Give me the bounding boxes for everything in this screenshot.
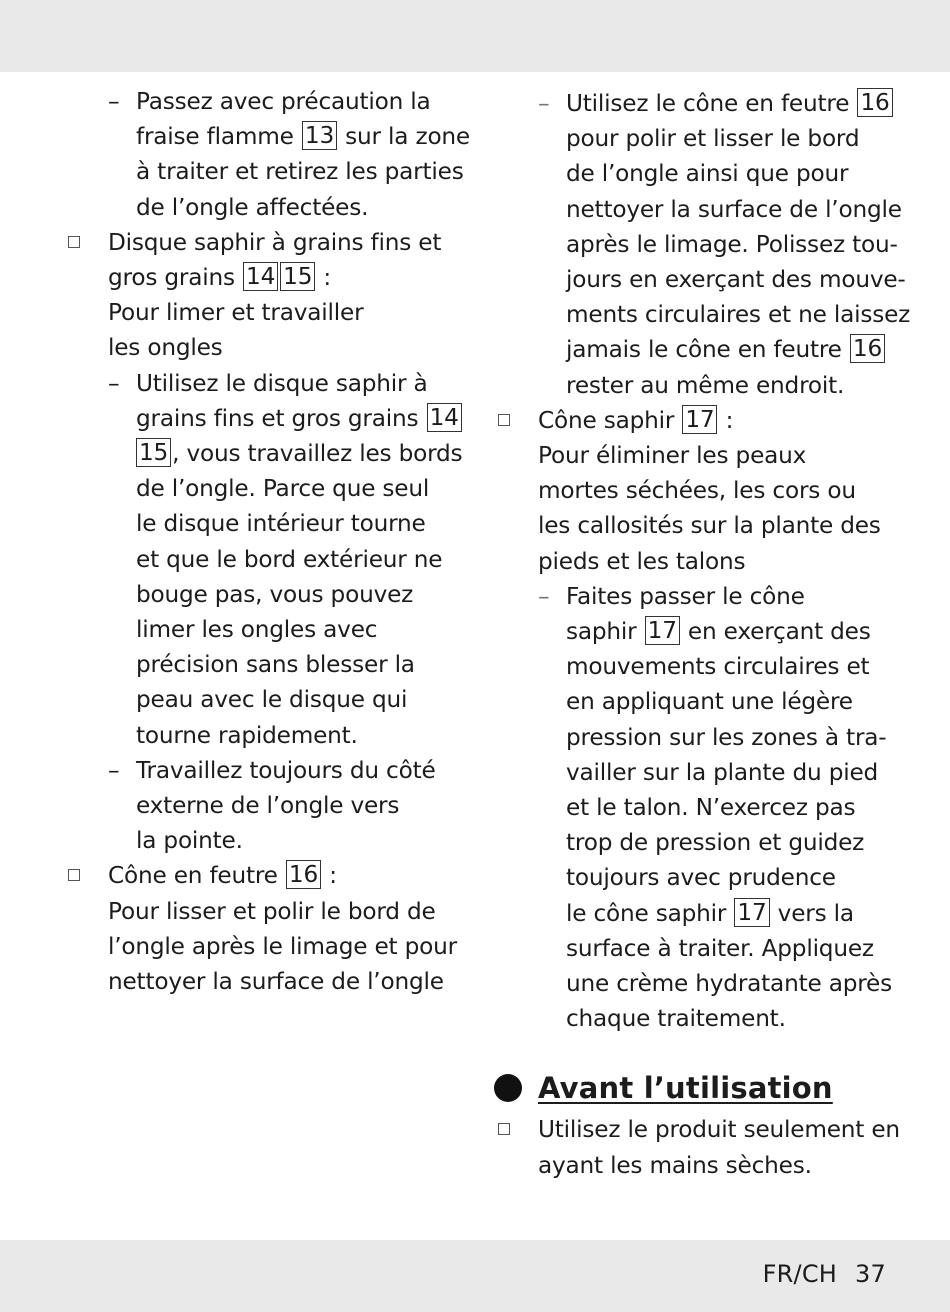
dash-item-flame-bur bbox=[64, 84, 470, 225]
text-line: de l’ongle affectées. bbox=[136, 193, 369, 221]
part-reference: 15 bbox=[280, 262, 315, 291]
text-line: peau avec le disque qui bbox=[136, 686, 408, 714]
list-item-sapphire-disc bbox=[64, 225, 456, 366]
text-line: le disque intérieur tourne bbox=[136, 510, 426, 538]
text-segment: Cône saphir bbox=[538, 406, 682, 434]
text-line: limer les ongles avec bbox=[136, 616, 378, 644]
text-segment: vers la bbox=[770, 899, 854, 927]
page-footer bbox=[763, 1260, 886, 1288]
page-number: 37 bbox=[855, 1260, 886, 1288]
text-line: de l’ongle. Parce que seul bbox=[136, 475, 430, 503]
section-bullet-icon bbox=[494, 1074, 522, 1102]
dash-item-work-direction bbox=[64, 753, 456, 859]
text-line bbox=[538, 403, 894, 438]
part-reference: 13 bbox=[302, 121, 337, 150]
text-line: pour polir et lisser le bord bbox=[566, 125, 860, 153]
text-line: la pointe. bbox=[136, 827, 243, 855]
part-reference: 16 bbox=[850, 334, 885, 363]
dash-mark: – bbox=[108, 756, 120, 784]
text-line: et le talon. N’exercez pas bbox=[566, 794, 856, 822]
text-line: toujours avec prudence bbox=[566, 864, 836, 892]
text-segment: : bbox=[718, 406, 734, 434]
text-line bbox=[566, 86, 894, 121]
text-line: ments circulaires et ne laissez bbox=[566, 301, 911, 329]
text-segment: : bbox=[322, 862, 337, 890]
text-line: les ongles bbox=[108, 334, 223, 362]
checkbox-bullet-icon bbox=[498, 414, 510, 426]
text-line: Pour éliminer les peaux bbox=[538, 442, 807, 470]
text-line: l’ongle après le limage et pour bbox=[108, 932, 457, 960]
part-reference: 17 bbox=[682, 405, 717, 434]
text-line: bouge pas, vous pouvez bbox=[136, 580, 414, 608]
text-line: rester au même endroit. bbox=[566, 371, 845, 399]
part-reference: 17 bbox=[645, 616, 680, 645]
section-heading bbox=[494, 1070, 894, 1106]
text-line: nettoyer la surface de l’ongle bbox=[566, 195, 902, 223]
checkbox-bullet-icon bbox=[68, 869, 80, 881]
text-segment: Cône en feutre bbox=[108, 862, 285, 890]
list-item-sapphire-cone bbox=[494, 403, 894, 579]
text-line: après le limage. Polissez tou- bbox=[566, 230, 898, 258]
left-column bbox=[64, 84, 470, 999]
text-line: une crème hydratante après bbox=[566, 970, 892, 998]
text-segment: le cône saphir bbox=[566, 899, 734, 927]
text-line: surface à traiter. Appliquez bbox=[566, 934, 874, 962]
text-segment: gros grains bbox=[108, 264, 243, 292]
text-line bbox=[136, 436, 463, 471]
part-reference: 14 bbox=[427, 403, 462, 432]
text-line: nettoyer la surface de l’ongle bbox=[108, 968, 444, 996]
dash-mark: – bbox=[108, 369, 120, 397]
text-line: à traiter et retirez les parties bbox=[136, 158, 464, 186]
text-line: tourne rapidement. bbox=[136, 721, 358, 749]
text-segment: fraise flamme bbox=[136, 123, 301, 151]
dash-item-use-felt-cone bbox=[494, 86, 911, 403]
text-line bbox=[108, 260, 456, 295]
text-line: de l’ongle ainsi que pour bbox=[566, 160, 849, 188]
text-segment: sur la zone bbox=[338, 123, 470, 151]
text-line: Pour limer et travailler bbox=[108, 299, 364, 327]
text-segment: jamais le cône en feutre bbox=[566, 336, 849, 364]
text-line: trop de pression et guidez bbox=[566, 829, 865, 857]
language-code: FR/CH bbox=[762, 1260, 838, 1288]
text-segment: , vous travaillez les bords bbox=[172, 440, 463, 468]
text-line: jours en exerçant des mouve- bbox=[566, 266, 906, 294]
part-reference: 14 bbox=[243, 262, 278, 291]
text-line: chaque traitement. bbox=[566, 1005, 786, 1033]
text-line: les callosités sur la plante des bbox=[538, 512, 881, 540]
text-line: Passez avec précaution la bbox=[136, 88, 431, 115]
text-line: mortes séchées, les cors ou bbox=[538, 477, 856, 505]
section-title: Avant l’utilisation bbox=[538, 1071, 833, 1106]
text-line: ayant les mains sèches. bbox=[538, 1151, 812, 1179]
header-band bbox=[0, 0, 950, 72]
text-segment: en exerçant des bbox=[680, 618, 871, 646]
text-line: Utilisez le disque saphir à bbox=[136, 369, 428, 397]
text-segment: Utilisez le cône en feutre bbox=[566, 90, 857, 117]
part-reference: 16 bbox=[857, 88, 892, 117]
text-line: Travaillez toujours du côté bbox=[136, 756, 436, 784]
text-line: précision sans blesser la bbox=[136, 651, 415, 679]
text-line bbox=[136, 401, 459, 436]
text-line: pieds et les talons bbox=[538, 547, 746, 575]
text-line: Faites passer le cône bbox=[566, 582, 805, 610]
text-line bbox=[108, 858, 456, 893]
text-line bbox=[566, 332, 894, 367]
dash-mark: – bbox=[538, 90, 550, 117]
text-line bbox=[566, 896, 894, 931]
text-line: vailler sur la plante du pied bbox=[566, 758, 879, 786]
right-column bbox=[494, 86, 911, 1183]
part-reference: 16 bbox=[286, 860, 321, 889]
text-segment: : bbox=[316, 264, 332, 292]
checkbox-bullet-icon bbox=[498, 1123, 510, 1135]
dash-mark: – bbox=[108, 88, 120, 115]
text-line: Pour lisser et polir le bord de bbox=[108, 897, 436, 925]
text-line: Utilisez le produit seulement en bbox=[538, 1116, 900, 1144]
text-line: et que le bord extérieur ne bbox=[136, 545, 443, 573]
dash-mark: – bbox=[538, 582, 550, 610]
part-reference: 17 bbox=[734, 898, 769, 927]
list-item-felt-cone bbox=[64, 858, 456, 999]
dash-item-use-disc bbox=[64, 366, 463, 753]
list-item-dry-hands bbox=[494, 1112, 900, 1182]
text-line: Disque saphir à grains fins et bbox=[108, 228, 442, 256]
part-reference: 15 bbox=[136, 438, 171, 467]
dash-item-use-sapphire-cone bbox=[494, 579, 894, 1037]
text-line: en appliquant une légère bbox=[566, 688, 853, 716]
text-segment: saphir bbox=[566, 618, 644, 646]
text-line bbox=[566, 614, 894, 649]
text-line: pression sur les zones à tra- bbox=[566, 723, 887, 751]
text-line: mouvements circulaires et bbox=[566, 653, 870, 681]
text-line bbox=[136, 119, 470, 154]
checkbox-bullet-icon bbox=[68, 236, 80, 248]
text-segment: grains fins et gros grains bbox=[136, 404, 426, 432]
text-line: externe de l’ongle vers bbox=[136, 792, 400, 820]
